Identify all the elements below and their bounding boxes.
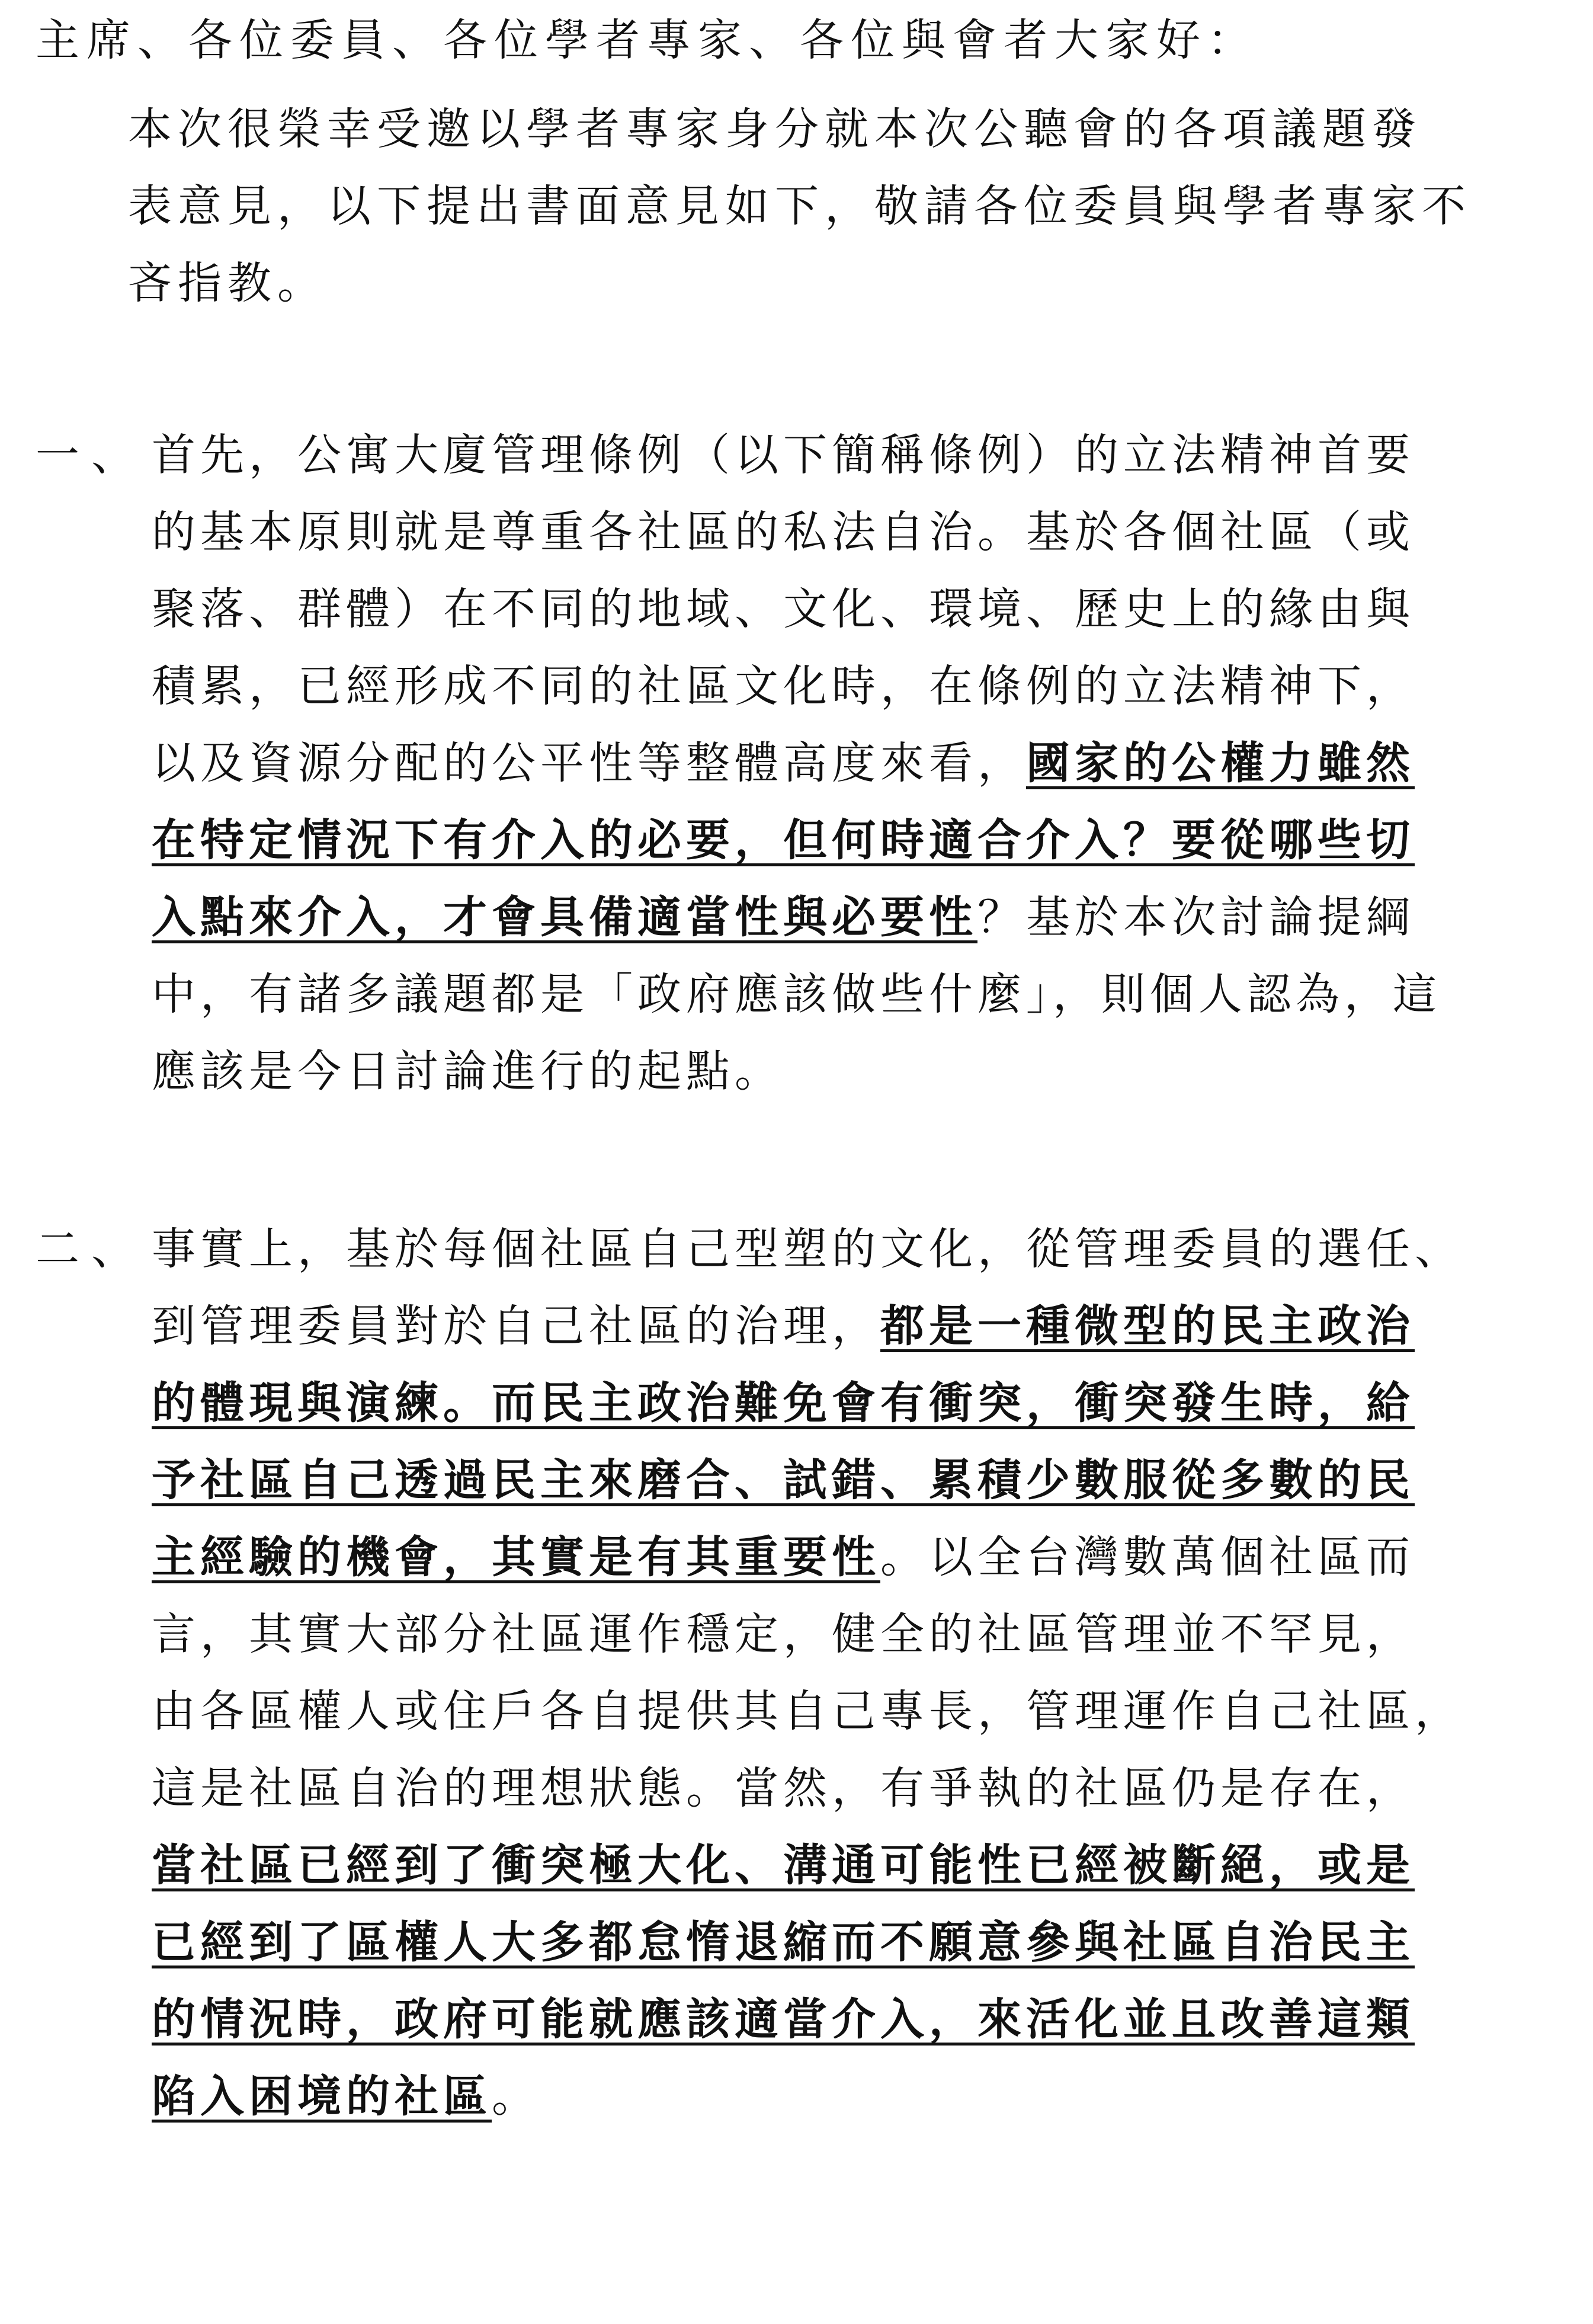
section-2-emphasis-1: 都是一種微型的民主政治 <box>880 1301 1415 1352</box>
section-2-emphasis-3: 予社區自己透過民主來磨合、試錯、累積少數服從多數的民 <box>152 1455 1415 1506</box>
section-1-line-1: 首先，公寓大廈管理條例（以下簡稱條例）的立法精神首要 <box>152 430 1415 481</box>
section-2-line-7: 由各區權人或住戶各自提供其自己專長，管理運作自己社區， <box>152 1686 1463 1737</box>
section-2-line-5-text: 。以全台灣數萬個社區而 <box>880 1532 1415 1583</box>
intro-line-2: 表意見，以下提出書面意見如下，敬請各位委員與學者專家不 <box>128 181 1472 232</box>
section-1-line-5-text: 以及資源分配的公平性等整體高度來看， <box>152 738 1026 789</box>
section-1-line-8: 中，有諸多議題都是「政府應該做些什麼」，則個人認為，這 <box>152 969 1441 1020</box>
section-1-line-3: 聚落、群體）在不同的地域、文化、環境、歷史上的緣由與 <box>152 584 1415 635</box>
section-2-emphasis-8: 陷入困境的社區 <box>152 2071 492 2122</box>
section-1-line-7 <box>152 888 1415 947</box>
section-2-line-1: 事實上，基於每個社區自己型塑的文化，從管理委員的選任、 <box>152 1224 1463 1275</box>
section-2-line-4 <box>152 1451 1415 1510</box>
section-1-line-9: 應該是今日討論進行的起點。 <box>152 1046 783 1097</box>
section-1-emphasis-3: 入點來介入，才會具備適當性與必要性 <box>152 892 977 943</box>
intro-line-1: 本次很榮幸受邀以學者專家身分就本次公聽會的各項議題發 <box>128 104 1422 155</box>
section-2-line-6: 言，其實大部分社區運作穩定，健全的社區管理並不罕見， <box>152 1609 1415 1660</box>
section-2-line-2 <box>152 1297 1415 1356</box>
section-2-emphasis-7: 的情況時，政府可能就應該適當介入，來活化並且改善這類 <box>152 1994 1415 2045</box>
section-1-line-6 <box>152 811 1415 870</box>
section-1-line-5 <box>152 734 1415 793</box>
section-2-line-5 <box>152 1528 1415 1587</box>
section-1-emphasis-1: 國家的公權力雖然 <box>1026 738 1415 789</box>
section-2-emphasis-2: 的體現與演練。而民主政治難免會有衝突，衝突發生時，給 <box>152 1378 1415 1429</box>
section-1-line-7-text: ？基於本次討論提綱 <box>977 892 1415 943</box>
section-2-emphasis-5: 當社區已經到了衝突極大化、溝通可能性已經被斷絕，或是 <box>152 1840 1415 1891</box>
section-2-line-12-text: 。 <box>492 2071 540 2122</box>
section-2-line-8: 這是社區自治的理想狀態。當然，有爭執的社區仍是存在， <box>152 1763 1415 1814</box>
section-2-emphasis-6: 已經到了區權人大多都怠惰退縮而不願意參與社區自治民主 <box>152 1917 1415 1968</box>
section-2-line-11 <box>152 1990 1415 2049</box>
section-2-emphasis-4: 主經驗的機會，其實是有其重要性 <box>152 1532 880 1583</box>
section-2-line-10 <box>152 1913 1415 1972</box>
section-2-line-9 <box>152 1836 1415 1895</box>
section-1-marker: 一、 <box>36 430 147 481</box>
section-1-line-2: 的基本原則就是尊重各社區的私法自治。基於各個社區（或 <box>152 507 1415 558</box>
section-2-marker: 二、 <box>36 1224 147 1275</box>
section-2-line-2-text: 到管理委員對於自己社區的治理， <box>152 1301 880 1352</box>
greeting-line: 主席、各位委員、各位學者專家、各位與會者大家好： <box>36 15 1258 66</box>
section-1-line-4: 積累，已經形成不同的社區文化時，在條例的立法精神下， <box>152 661 1415 712</box>
section-2-line-3 <box>152 1374 1415 1433</box>
section-2-line-12 <box>152 2067 540 2126</box>
intro-line-3: 吝指教。 <box>128 258 327 309</box>
section-1-emphasis-2: 在特定情況下有介入的必要，但何時適合介入？要從哪些切 <box>152 815 1415 866</box>
